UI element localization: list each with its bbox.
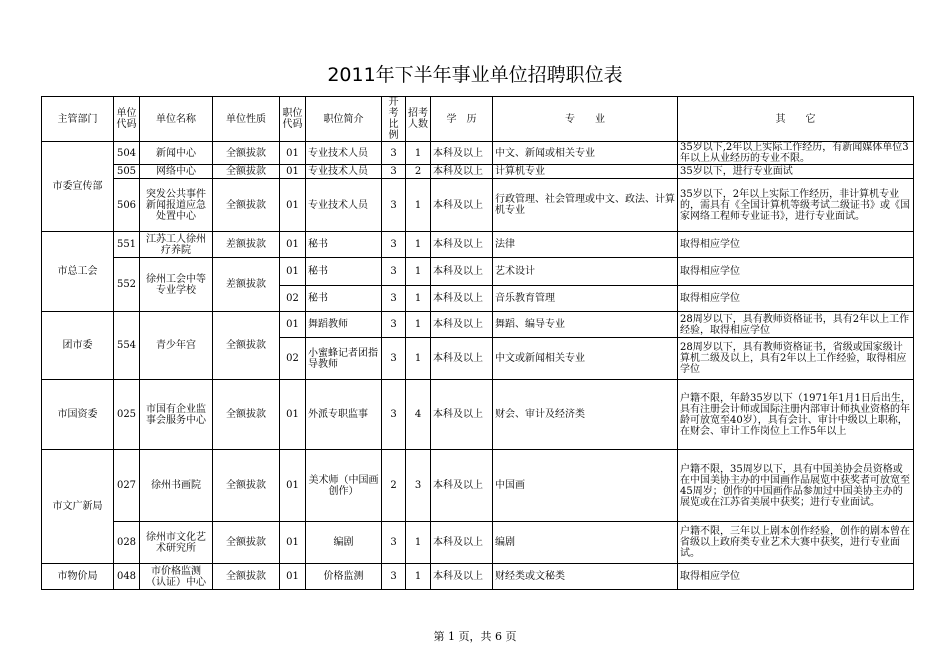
- ratio-cell: 3: [382, 522, 406, 564]
- unit-code-cell: 048: [114, 564, 140, 590]
- major-cell: 财经类或文秘类: [493, 564, 678, 590]
- pos-cell: 舞蹈教师: [306, 312, 382, 338]
- num-cell: 1: [406, 286, 431, 312]
- ratio-cell: 2: [382, 450, 406, 522]
- dept-cell: 市委宣传部: [42, 142, 114, 232]
- major-cell: 中国画: [493, 450, 678, 522]
- edu-cell: 本科及以上: [431, 258, 493, 286]
- header-cell: 职位代码: [280, 97, 306, 142]
- other-cell: 28周岁以下，具有教师资格证书，具有2年以上工作经验，取得相应学位: [678, 312, 914, 338]
- pos-code-cell: 01: [280, 142, 306, 165]
- num-cell: 2: [406, 165, 431, 179]
- nature-cell: 全额拔款: [213, 312, 280, 380]
- major-cell: 艺术设计: [493, 258, 678, 286]
- major-cell: 中文、新闻或相关专业: [493, 142, 678, 165]
- header-cell: 其 它: [678, 97, 914, 142]
- pos-code-cell: 01: [280, 450, 306, 522]
- table-row: [42, 312, 914, 338]
- table-row: [42, 450, 914, 522]
- edu-cell: 本科及以上: [431, 286, 493, 312]
- ratio-cell: 3: [382, 179, 406, 232]
- unit-code-cell: 551: [114, 232, 140, 258]
- num-cell: 1: [406, 338, 431, 380]
- unit-name-cell: 徐州市文化艺术研究所: [140, 522, 213, 564]
- num-cell: 1: [406, 522, 431, 564]
- job-table: [41, 96, 914, 590]
- unit-code-cell: 505: [114, 165, 140, 179]
- unit-name-cell: 江苏工人徐州疗养院: [140, 232, 213, 258]
- pos-code-cell: 01: [280, 380, 306, 450]
- unit-code-cell: 554: [114, 312, 140, 380]
- edu-cell: 本科及以上: [431, 380, 493, 450]
- pos-cell: 外派专职监事: [306, 380, 382, 450]
- dept-cell: 市文广新局: [42, 450, 114, 564]
- nature-cell: 全额拔款: [213, 522, 280, 564]
- major-cell: 舞蹈、编导专业: [493, 312, 678, 338]
- table-row: [42, 258, 914, 286]
- other-cell: 35岁以下，2年以上实际工作经历，非计算机专业的，需具有《全国计算机等级考试二级证书》或《国家网络工程师专业证书》，进行专业面试。: [678, 179, 914, 232]
- ratio-cell: 3: [382, 380, 406, 450]
- num-cell: 1: [406, 312, 431, 338]
- other-cell: 28周岁以下，具有教师资格证书，省级或国家级计算机二级及以上，具有2年以上工作经验，取得相应学位: [678, 338, 914, 380]
- dept-cell: 市物价局: [42, 564, 114, 590]
- nature-cell: 差额拔款: [213, 232, 280, 258]
- unit-name-cell: 突发公共事件新闻报道应急处置中心: [140, 179, 213, 232]
- header-cell: 单位性质: [213, 97, 280, 142]
- dept-cell: 团市委: [42, 312, 114, 380]
- pos-cell: 专业技术人员: [306, 165, 382, 179]
- pos-cell: 编剧: [306, 522, 382, 564]
- table-row: [42, 179, 914, 232]
- major-cell: 法律: [493, 232, 678, 258]
- ratio-cell: 3: [382, 142, 406, 165]
- edu-cell: 本科及以上: [431, 312, 493, 338]
- unit-name-cell: 市国有企业监事会服务中心: [140, 380, 213, 450]
- unit-name-cell: 市价格监测（认证）中心: [140, 564, 213, 590]
- nature-cell: 全额拔款: [213, 380, 280, 450]
- pos-cell: 专业技术人员: [306, 179, 382, 232]
- ratio-cell: 3: [382, 258, 406, 286]
- unit-name-cell: 青少年宫: [140, 312, 213, 380]
- pos-code-cell: 01: [280, 179, 306, 232]
- page-footer: 第 1 页，共 6 页: [433, 630, 517, 643]
- nature-cell: 全额拔款: [213, 142, 280, 165]
- nature-cell: 全额拔款: [213, 450, 280, 522]
- num-cell: 1: [406, 179, 431, 232]
- pos-cell: 秘书: [306, 232, 382, 258]
- header-cell: 专 业: [493, 97, 678, 142]
- nature-cell: 全额拔款: [213, 165, 280, 179]
- other-cell: 取得相应学位: [678, 286, 914, 312]
- pos-code-cell: 02: [280, 338, 306, 380]
- header-cell: 单位名称: [140, 97, 213, 142]
- edu-cell: 本科及以上: [431, 564, 493, 590]
- header-cell: 开考比例: [382, 97, 406, 142]
- other-cell: 户籍不限，年龄35岁以下（1971年1月1日后出生，具有注册会计师或国际注册内部审计师执业资格的年龄可放宽至40岁），具有会计、审计中级以上职称，在财会、审计工作岗位上工作5年以上: [678, 380, 914, 450]
- ratio-cell: 3: [382, 338, 406, 380]
- unit-code-cell: 025: [114, 380, 140, 450]
- edu-cell: 本科及以上: [431, 338, 493, 380]
- pos-cell: 专业技术人员: [306, 142, 382, 165]
- dept-cell: 市总工会: [42, 232, 114, 312]
- edu-cell: 本科及以上: [431, 165, 493, 179]
- other-cell: 户籍不限，三年以上剧本创作经验，创作的剧本曾在省级以上政府类专业艺术大赛中获奖，进行专业面试。: [678, 522, 914, 564]
- unit-name-cell: 网络中心: [140, 165, 213, 179]
- table-row: [42, 564, 914, 590]
- table-row: [42, 232, 914, 258]
- edu-cell: 本科及以上: [431, 142, 493, 165]
- num-cell: 3: [406, 450, 431, 522]
- header-cell: 单位代码: [114, 97, 140, 142]
- pos-cell: 小蜜蜂记者团指导教师: [306, 338, 382, 380]
- edu-cell: 本科及以上: [431, 522, 493, 564]
- unit-name-cell: 徐州书画院: [140, 450, 213, 522]
- ratio-cell: 3: [382, 312, 406, 338]
- table-row: [42, 380, 914, 450]
- header-row: [42, 97, 914, 142]
- num-cell: 1: [406, 258, 431, 286]
- ratio-cell: 3: [382, 286, 406, 312]
- num-cell: 4: [406, 380, 431, 450]
- other-cell: 户籍不限，35周岁以下，具有中国美协会员资格或在中国美协主办的中国画作品展览中获奖者可放宽至45周岁；创作的中国画作品参加过中国美协主办的展览或在江苏省美展中获奖；进行专业面试。: [678, 450, 914, 522]
- other-cell: 35岁以下,2年以上实际工作经历，有新闻媒体单位3年以上从业经历的专业不限。: [678, 142, 914, 165]
- ratio-cell: 3: [382, 232, 406, 258]
- ratio-cell: 3: [382, 165, 406, 179]
- unit-code-cell: 504: [114, 142, 140, 165]
- major-cell: 计算机专业: [493, 165, 678, 179]
- num-cell: 1: [406, 564, 431, 590]
- other-cell: 取得相应学位: [678, 232, 914, 258]
- unit-code-cell: 028: [114, 522, 140, 564]
- unit-code-cell: 027: [114, 450, 140, 522]
- major-cell: 音乐教育管理: [493, 286, 678, 312]
- major-cell: 财会、审计及经济类: [493, 380, 678, 450]
- edu-cell: 本科及以上: [431, 232, 493, 258]
- table-row: [42, 522, 914, 564]
- other-cell: 取得相应学位: [678, 564, 914, 590]
- other-cell: 35岁以下，进行专业面试: [678, 165, 914, 179]
- unit-code-cell: 552: [114, 258, 140, 312]
- pos-cell: 价格监测: [306, 564, 382, 590]
- pos-cell: 秘书: [306, 286, 382, 312]
- header-cell: 主管部门: [42, 97, 114, 142]
- num-cell: 1: [406, 142, 431, 165]
- other-cell: 取得相应学位: [678, 258, 914, 286]
- page-title: 2011年下半年事业单位招聘职位表: [327, 64, 623, 86]
- nature-cell: 差额拔款: [213, 258, 280, 312]
- ratio-cell: 3: [382, 564, 406, 590]
- unit-name-cell: 新闻中心: [140, 142, 213, 165]
- dept-cell: 市国资委: [42, 380, 114, 450]
- pos-code-cell: 01: [280, 564, 306, 590]
- pos-code-cell: 01: [280, 522, 306, 564]
- unit-code-cell: 506: [114, 179, 140, 232]
- header-cell: 学 历: [431, 97, 493, 142]
- nature-cell: 全额拔款: [213, 564, 280, 590]
- header-cell: 招考人数: [406, 97, 431, 142]
- pos-code-cell: 01: [280, 165, 306, 179]
- pos-code-cell: 02: [280, 286, 306, 312]
- pos-code-cell: 01: [280, 312, 306, 338]
- edu-cell: 本科及以上: [431, 450, 493, 522]
- pos-code-cell: 01: [280, 232, 306, 258]
- table-row: [42, 165, 914, 179]
- header-cell: 职位简介: [306, 97, 382, 142]
- major-cell: 编剧: [493, 522, 678, 564]
- num-cell: 1: [406, 232, 431, 258]
- pos-cell: 美术师（中国画创作）: [306, 450, 382, 522]
- pos-cell: 秘书: [306, 258, 382, 286]
- pos-code-cell: 01: [280, 258, 306, 286]
- major-cell: 行政管理、社会管理或中文、政法、计算机专业: [493, 179, 678, 232]
- major-cell: 中文或新闻相关专业: [493, 338, 678, 380]
- nature-cell: 全额拔款: [213, 179, 280, 232]
- table-row: [42, 142, 914, 165]
- edu-cell: 本科及以上: [431, 179, 493, 232]
- unit-name-cell: 徐州工会中等专业学校: [140, 258, 213, 312]
